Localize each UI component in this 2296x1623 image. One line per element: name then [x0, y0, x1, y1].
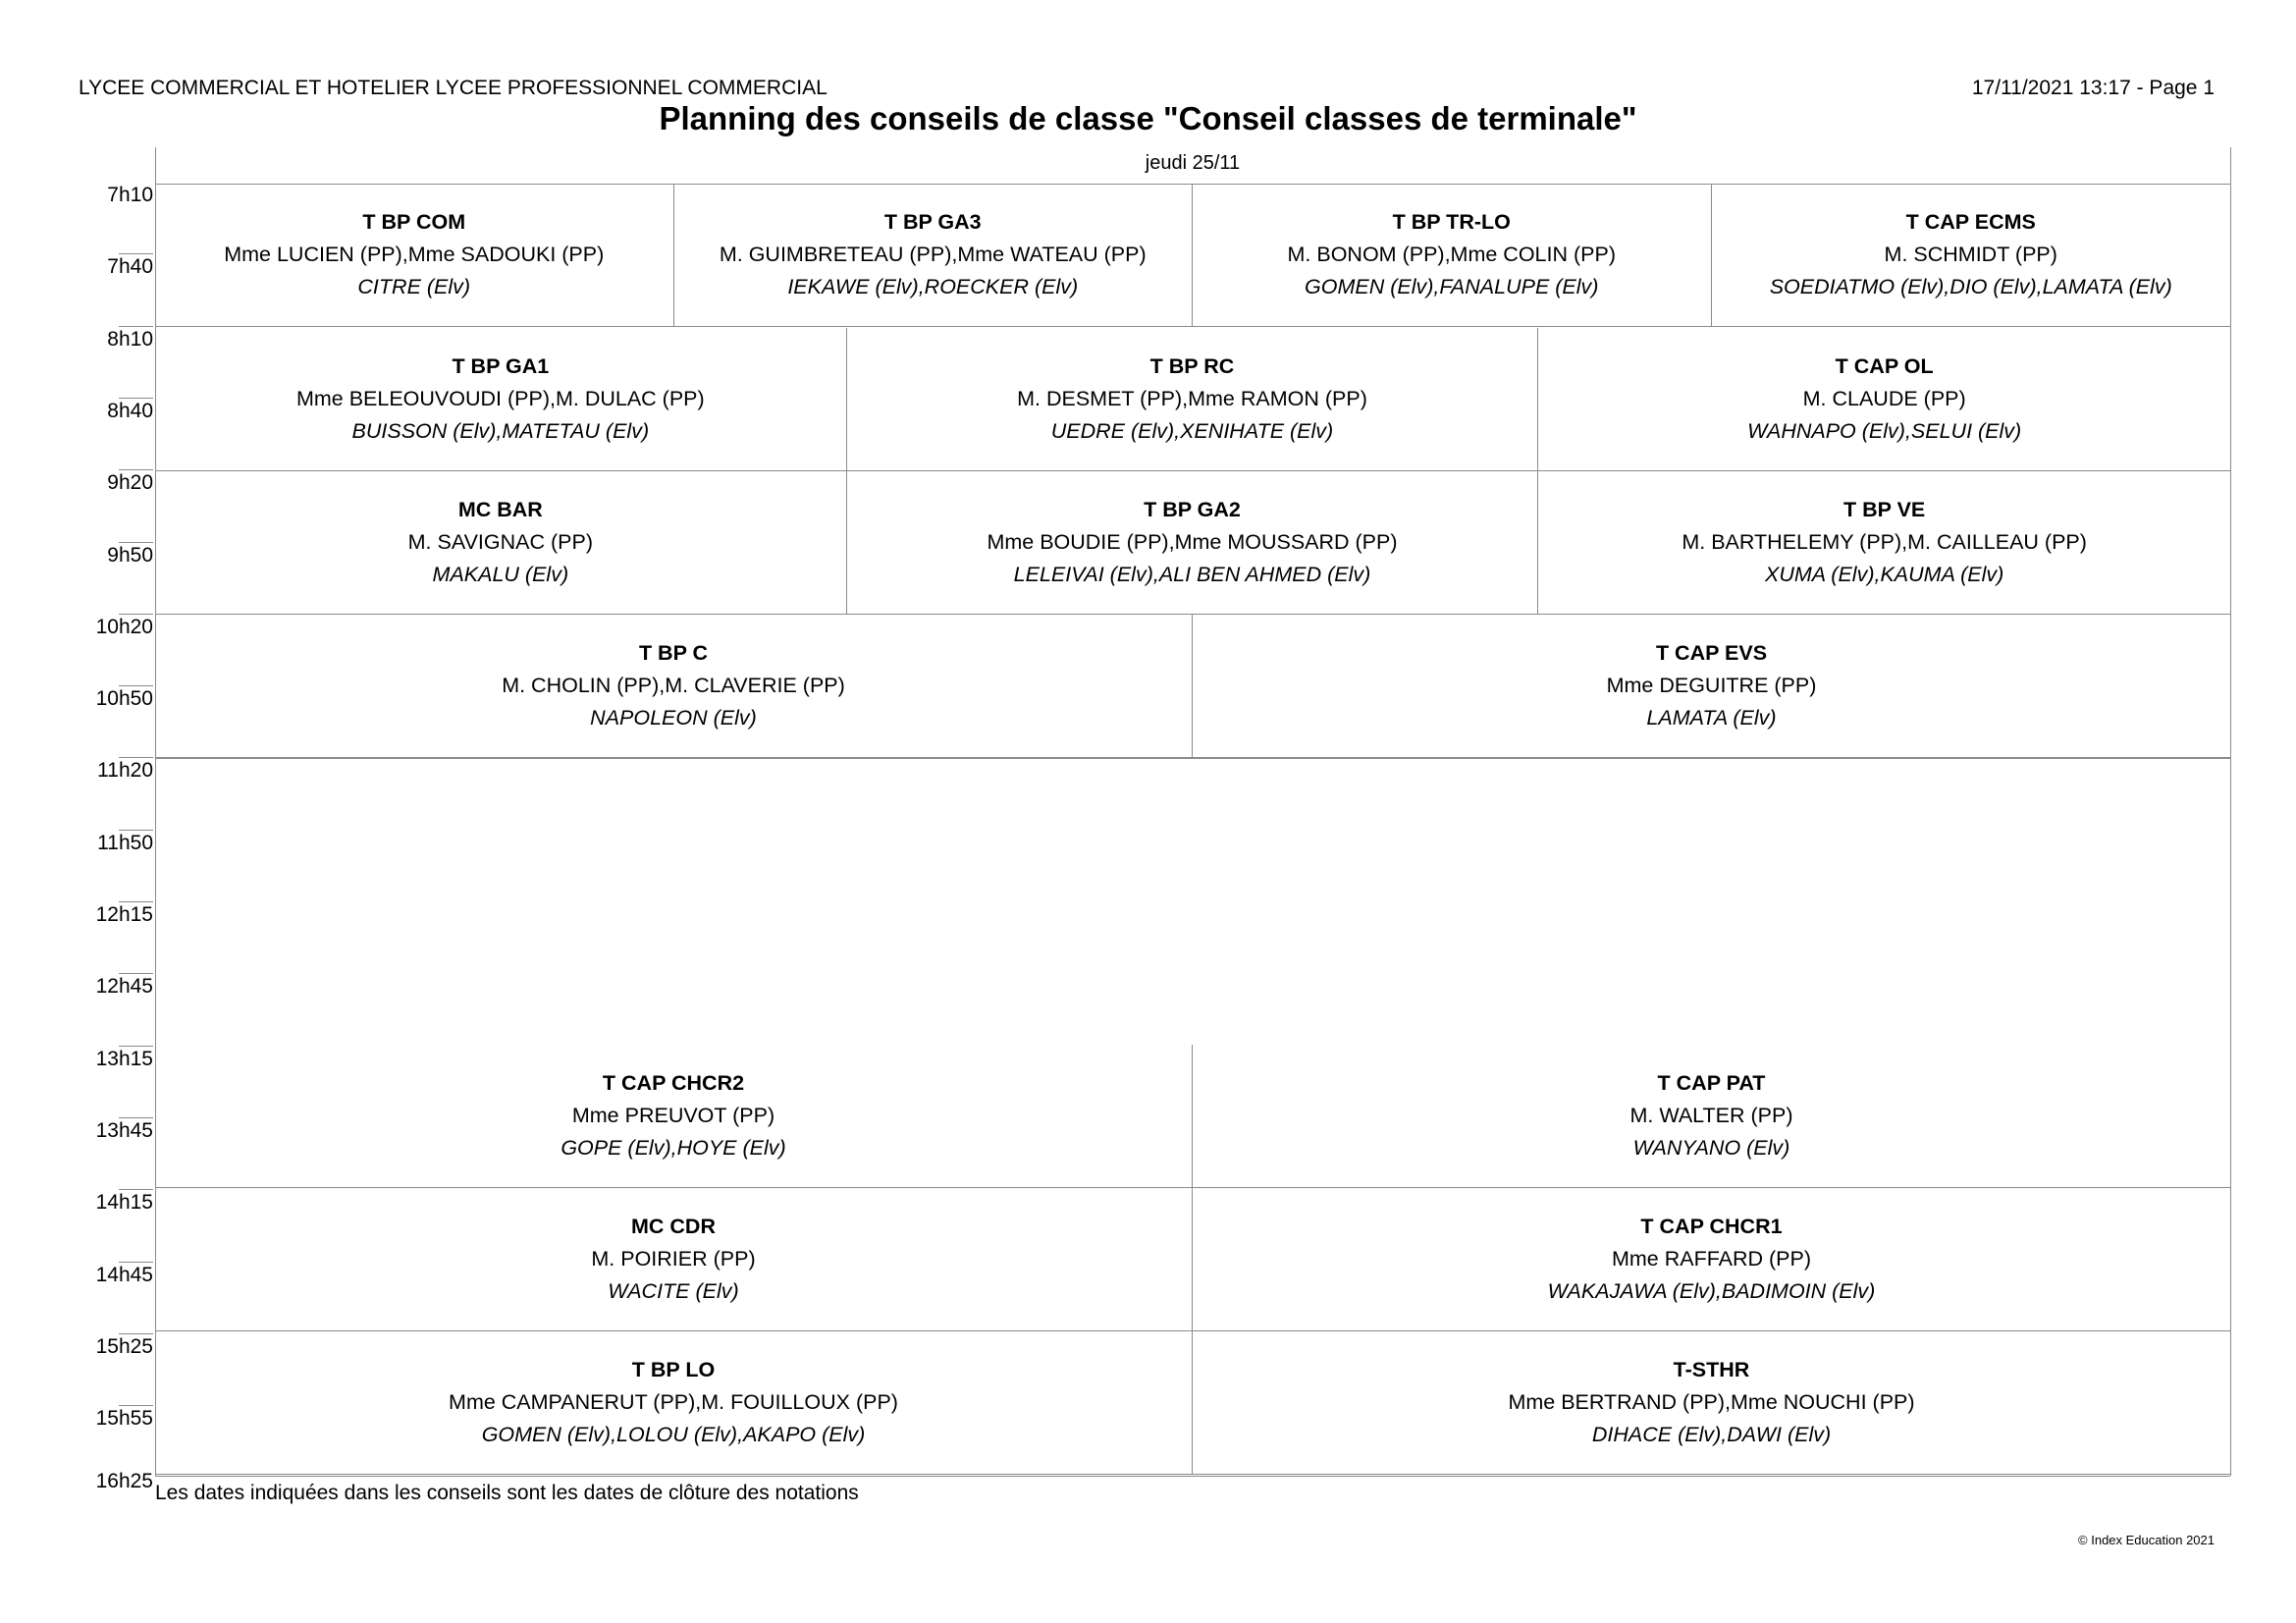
class-name: T CAP EVS [1655, 641, 1768, 665]
page-title: Planning des conseils de classe "Conseil classes de terminale" [659, 100, 1637, 136]
time-label: 14h15 [95, 1191, 153, 1215]
class-name: T BP COM [362, 210, 466, 234]
time-label: 16h25 [95, 1470, 153, 1493]
teachers: Mme BELEOUVOUDI (PP),M. DULAC (PP) [295, 387, 705, 410]
class-name: T-STHR [1673, 1358, 1750, 1381]
day-label: jeudi 25/11 [1145, 152, 1241, 174]
teachers: M. SAVIGNAC (PP) [407, 530, 593, 554]
time-label: 15h55 [95, 1407, 153, 1431]
time-label: 12h15 [95, 903, 153, 926]
class-name: T BP RC [1149, 354, 1235, 378]
teachers: M. CLAUDE (PP) [1802, 387, 1966, 410]
time-label: 11h50 [97, 831, 153, 854]
time-tick [119, 1046, 153, 1047]
class-name: T BP C [638, 641, 709, 665]
student-delegates: CITRE (Elv) [357, 275, 471, 298]
student-delegates: WANYANO (Elv) [1632, 1136, 1790, 1160]
class-name: T BP GA2 [1144, 498, 1241, 521]
class-name: T CAP ECMS [1905, 210, 2036, 234]
time-label: 7h10 [107, 184, 153, 206]
time-label: 9h50 [107, 543, 153, 567]
class-name: T CAP OL [1835, 354, 1934, 378]
council-slot [155, 328, 847, 471]
class-name: MC BAR [457, 498, 543, 521]
time-tick [119, 1189, 153, 1190]
student-delegates: GOPE (Elv),HOYE (Elv) [561, 1136, 786, 1160]
class-name: T BP TR-LO [1392, 210, 1511, 234]
teachers: Mme BERTRAND (PP),Mme NOUCHI (PP) [1508, 1390, 1915, 1414]
teachers: Mme DEGUITRE (PP) [1606, 674, 1817, 697]
teachers: M. GUIMBRETEAU (PP),Mme WATEAU (PP) [719, 243, 1147, 266]
time-tick [119, 614, 153, 615]
student-delegates: SOEDIATMO (Elv),DIO (Elv),LAMATA (Elv) [1769, 275, 2172, 298]
class-name: MC CDR [631, 1215, 716, 1238]
time-tick [119, 757, 153, 758]
teachers: M. BONOM (PP),Mme COLIN (PP) [1287, 243, 1616, 266]
council-slot [847, 328, 1539, 471]
student-delegates: IEKAWE (Elv),ROECKER (Elv) [787, 275, 1079, 298]
teachers: Mme CAMPANERUT (PP),M. FOUILLOUX (PP) [449, 1390, 898, 1414]
time-tick [119, 1262, 153, 1263]
time-tick [119, 830, 153, 831]
time-tick [119, 469, 153, 470]
council-slot [155, 615, 1193, 758]
student-delegates: LELEIVAI (Elv),ALI BEN AHMED (Elv) [1013, 563, 1371, 586]
council-slot [155, 1331, 1193, 1475]
teachers: Mme RAFFARD (PP) [1611, 1247, 1812, 1271]
teachers: M. DESMET (PP),Mme RAMON (PP) [1017, 387, 1367, 410]
copyright: © Index Education 2021 [2078, 1533, 2215, 1547]
time-label: 10h20 [95, 615, 153, 638]
class-name: T BP GA1 [452, 354, 550, 378]
council-slot [155, 471, 847, 615]
time-label: 8h40 [107, 399, 153, 422]
council-slot [1712, 184, 2232, 327]
teachers: M. CHOLIN (PP),M. CLAVERIE (PP) [502, 674, 845, 697]
time-label: 11h20 [97, 759, 153, 783]
council-slot [1193, 184, 1712, 327]
time-label: 15h25 [95, 1334, 153, 1358]
teachers: Mme PREUVOT (PP) [571, 1104, 775, 1127]
time-tick [119, 542, 153, 543]
class-name: T BP VE [1843, 498, 1926, 521]
student-delegates: WAHNAPO (Elv),SELUI (Elv) [1747, 419, 2022, 443]
time-label: 12h45 [95, 975, 153, 999]
empty-period-border [155, 758, 2230, 759]
teachers: Mme LUCIEN (PP),Mme SADOUKI (PP) [224, 243, 605, 266]
council-slot [1538, 328, 2231, 471]
council-slot [1193, 1045, 2231, 1188]
class-name: T CAP CHCR2 [602, 1071, 745, 1095]
student-delegates: BUISSON (Elv),MATETAU (Elv) [351, 419, 650, 443]
time-tick [119, 973, 153, 974]
time-label: 14h45 [95, 1263, 153, 1286]
teachers: M. SCHMIDT (PP) [1884, 243, 2057, 266]
time-tick [119, 398, 153, 399]
time-label: 10h50 [95, 687, 153, 711]
time-label: 13h45 [95, 1118, 153, 1142]
teachers: M. BARTHELEMY (PP),M. CAILLEAU (PP) [1682, 530, 2087, 554]
time-tick [119, 253, 153, 254]
student-delegates: WAKAJAWA (Elv),BADIMOIN (Elv) [1547, 1279, 1876, 1303]
time-tick [119, 1405, 153, 1406]
student-delegates: UEDRE (Elv),XENIHATE (Elv) [1050, 419, 1334, 443]
class-name: T CAP PAT [1657, 1071, 1766, 1095]
student-delegates: NAPOLEON (Elv) [590, 706, 757, 730]
student-delegates: XUMA (Elv),KAUMA (Elv) [1765, 563, 2004, 586]
time-tick [119, 1333, 153, 1334]
student-delegates: GOMEN (Elv),LOLOU (Elv),AKAPO (Elv) [481, 1423, 866, 1446]
council-slot [1538, 471, 2231, 615]
footer-note: Les dates indiquées dans les conseils sont les dates de clôture des notations [155, 1482, 859, 1504]
grid-bottom-line [155, 1476, 2230, 1477]
council-slot [155, 184, 674, 327]
time-tick [119, 1117, 153, 1118]
student-delegates: GOMEN (Elv),FANALUPE (Elv) [1305, 275, 1599, 298]
time-tick [119, 685, 153, 686]
teachers: Mme BOUDIE (PP),Mme MOUSSARD (PP) [987, 530, 1398, 554]
print-date-page: 17/11/2021 13:17 - Page 1 [1971, 77, 2215, 99]
council-slot [155, 1045, 1193, 1188]
student-delegates: MAKALU (Elv) [432, 563, 569, 586]
council-slot [1193, 1331, 2231, 1475]
council-slot [847, 471, 1539, 615]
class-name: T BP LO [631, 1358, 716, 1381]
teachers: M. POIRIER (PP) [591, 1247, 756, 1271]
student-delegates: WACITE (Elv) [608, 1279, 739, 1303]
council-slot [155, 1188, 1193, 1331]
time-label: 9h20 [107, 471, 153, 495]
council-slot [1193, 615, 2231, 758]
student-delegates: DIHACE (Elv),DAWI (Elv) [1591, 1423, 1832, 1446]
time-tick [119, 326, 153, 327]
student-delegates: LAMATA (Elv) [1646, 706, 1777, 730]
class-name: T CAP CHCR1 [1640, 1215, 1783, 1238]
time-label: 7h40 [107, 255, 153, 279]
time-label: 8h10 [107, 327, 153, 351]
council-slot [1193, 1188, 2231, 1331]
council-slot [674, 184, 1194, 327]
teachers: M. WALTER (PP) [1629, 1104, 1793, 1127]
time-tick [119, 901, 153, 902]
school-name: LYCEE COMMERCIAL ET HOTELIER LYCEE PROFESSIONNEL COMMERCIAL [79, 77, 828, 99]
time-label: 13h15 [95, 1047, 153, 1070]
class-name: T BP GA3 [883, 210, 982, 234]
